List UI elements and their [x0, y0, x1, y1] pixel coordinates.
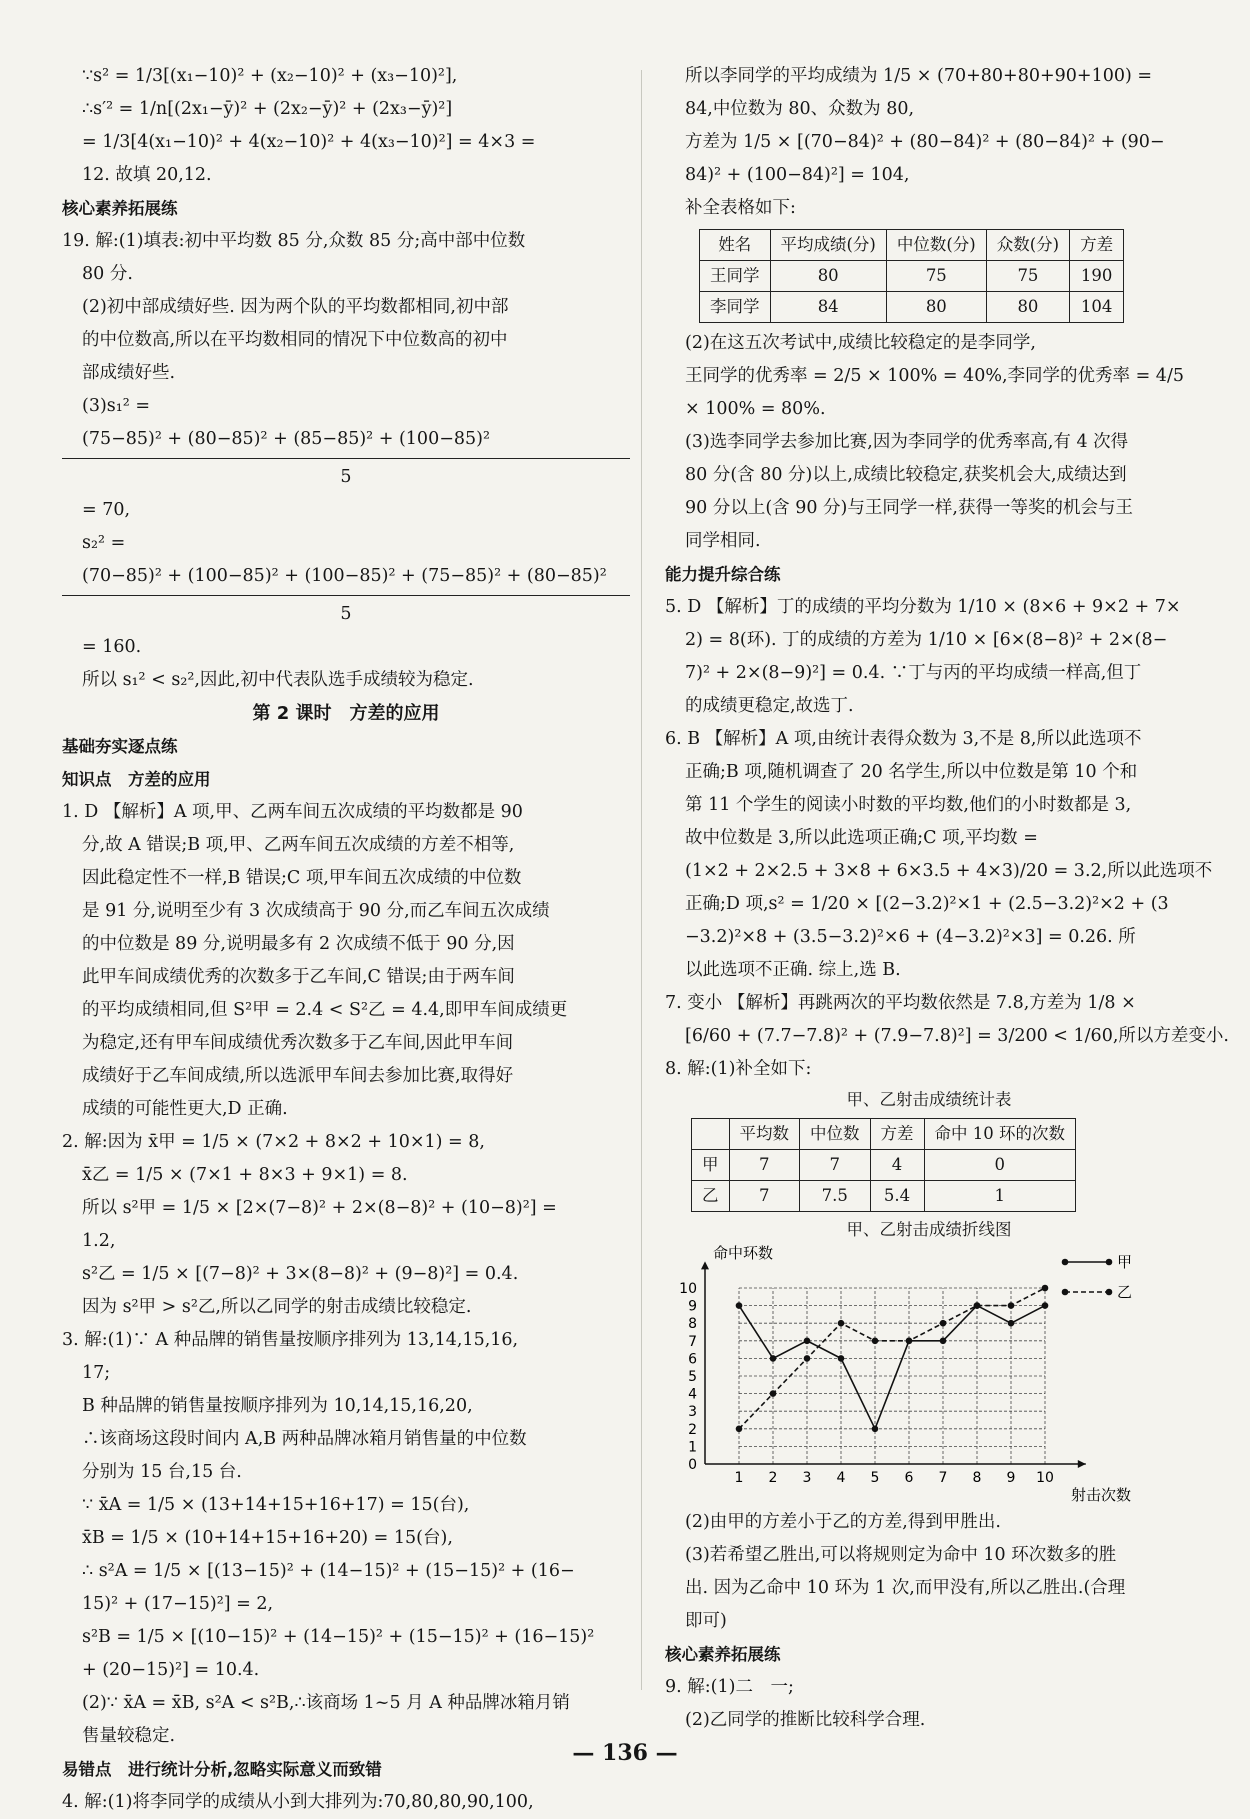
table-cell: 方差	[1070, 230, 1124, 261]
table-cell: 104	[1070, 292, 1124, 323]
text-line: 为稳定,还有甲车间成绩优秀次数多于乙车间,因此甲车间	[82, 1033, 514, 1053]
text-line: 5	[340, 467, 352, 487]
table-cell: 中位数(分)	[886, 230, 986, 261]
text-line: 19. 解:(1)填表:初中平均数 85 分,众数 85 分;高中部中位数	[62, 231, 526, 251]
data-point	[838, 1355, 845, 1362]
data-point	[1008, 1320, 1015, 1327]
text-line: (2)在这五次考试中,成绩比较稳定的是李同学,	[685, 333, 1036, 353]
table-cell	[692, 1119, 730, 1150]
data-point	[872, 1426, 879, 1433]
text-line: s²B = 1/5 × [(10−15)² + (14−15)² + (15−15)² + (16−15)²	[82, 1627, 595, 1647]
data-point	[1042, 1302, 1049, 1309]
text-line: 17;	[82, 1363, 111, 1383]
table-cell: 王同学	[700, 261, 771, 292]
data-point	[804, 1355, 811, 1362]
text-line: 5. D 【解析】丁的成绩的平均分数为 1/10 × (8×6 + 9×2 + 7×	[665, 597, 1181, 617]
legend-label: 甲	[1117, 1253, 1133, 1271]
left-column	[62, 60, 630, 1819]
text-line: (70−85)² + (100−85)² + (100−85)² + (75−85)² + (80−85)²	[82, 566, 607, 586]
table-cell: 75	[986, 261, 1069, 292]
table-header-row	[700, 230, 1124, 261]
table-header-row	[692, 1119, 1076, 1150]
table-cell: 命中 10 环的次数	[924, 1119, 1076, 1150]
text-line: 分,故 A 错误;B 项,甲、乙两车间五次成绩的方差不相等,	[82, 835, 515, 855]
text-line: 2) = 8(环). 丁的成绩的方差为 1/10 × [6×(8−8)² + 2×(8−	[685, 630, 1168, 650]
text-line: (2)乙同学的推断比较科学合理.	[685, 1710, 926, 1730]
table-cell: 甲	[692, 1150, 730, 1181]
data-point	[974, 1302, 981, 1309]
lesson-title: 第 2 课时 方差的应用	[252, 703, 440, 724]
text-line: (2)由甲的方差小于乙的方差,得到甲胜出.	[685, 1512, 1001, 1532]
table-cell: 4	[870, 1150, 924, 1181]
text-line: 3. 解:(1)∵ A 种品牌的销售量按顺序排列为 13,14,15,16,	[62, 1330, 519, 1350]
table-cell: 7.5	[800, 1181, 871, 1212]
y-axis-label: 命中环数	[713, 1244, 774, 1262]
table-cell: 80	[986, 292, 1069, 323]
table-cell: 1	[924, 1181, 1076, 1212]
text-line: 是 91 分,说明至少有 3 次成绩高于 90 分,而乙车间五次成绩	[82, 901, 550, 921]
section-heading: 能力提升综合练	[665, 565, 781, 584]
table-cell: 乙	[692, 1181, 730, 1212]
text-line: 80 分.	[82, 264, 133, 284]
page-number: — 136 —	[572, 1740, 678, 1766]
table-row	[700, 261, 1124, 292]
text-line: 因为 s²甲 > s²乙,所以乙同学的射击成绩比较稳定.	[82, 1297, 472, 1317]
text-line: 1.2,	[82, 1231, 116, 1251]
data-point	[940, 1320, 947, 1327]
y-tick-label: 9	[688, 1298, 697, 1315]
legend-marker	[1062, 1289, 1069, 1296]
data-point	[872, 1338, 879, 1345]
x-axis-label: 射击次数	[1071, 1486, 1132, 1504]
text-line: 12. 故填 20,12.	[82, 165, 212, 185]
text-line: 的成绩更稳定,故选丁.	[685, 696, 854, 716]
text-line: 8. 解:(1)补全如下:	[665, 1059, 812, 1079]
answers-8-to-9	[665, 1506, 1193, 1737]
chart-title: 甲、乙射击成绩折线图	[846, 1220, 1012, 1239]
fraction-bar	[62, 458, 630, 459]
table-cell: 80	[886, 292, 986, 323]
table-cell: 平均数	[729, 1119, 800, 1150]
fraction-bar	[62, 595, 630, 596]
text-line: (2)∵ x̄A = x̄B, s²A < s²B,∴该商场 1~5 月 A 种品牌冰箱月销	[82, 1693, 570, 1713]
text-line: 5	[340, 604, 352, 624]
table-cell: 李同学	[700, 292, 771, 323]
legend-label: 乙	[1117, 1283, 1133, 1301]
text-line: 90 分以上(含 90 分)与王同学一样,获得一等奖的机会与王	[685, 498, 1133, 518]
section-heading: 基础夯实逐点练	[62, 737, 178, 756]
x-tick-label: 7	[938, 1470, 948, 1486]
text-line: 7)² + 2×(8−9)²] = 0.4. ∵丁与丙的平均成绩一样高,但丁	[685, 663, 1142, 683]
x-tick-label: 2	[768, 1470, 778, 1486]
text-line: 部成绩好些.	[82, 363, 176, 383]
data-point	[804, 1338, 811, 1345]
table-cell: 中位数	[800, 1119, 871, 1150]
text-line: ∵s² = 1/3[(x₁−10)² + (x₂−10)² + (x₃−10)²],	[82, 66, 458, 86]
table-cell: 5.4	[870, 1181, 924, 1212]
table-row	[692, 1181, 1076, 1212]
text-line: 正确;B 项,随机调查了 20 名学生,所以中位数是第 10 个和	[685, 762, 1138, 782]
legend-marker	[1106, 1289, 1113, 1296]
answer-4-continued	[665, 60, 1193, 225]
text-line: 方差为 1/5 × [(70−84)² + (80−84)² + (80−84)² + (90−	[685, 132, 1165, 152]
text-line: 80 分(含 80 分)以上,成绩比较稳定,获奖机会大,成绩达到	[685, 465, 1127, 485]
y-tick-label: 5	[688, 1369, 697, 1385]
text-line: −3.2)²×8 + (3.5−3.2)²×6 + (4−3.2)²×3] = 0.26. 所	[685, 927, 1136, 947]
text-line: 售量较稳定.	[82, 1726, 176, 1746]
data-point	[940, 1338, 947, 1345]
table-cell: 7	[800, 1150, 871, 1181]
y-axis-arrow	[701, 1261, 709, 1269]
text-line: 所以 s²甲 = 1/5 × [2×(7−8)² + 2×(8−8)² + (10−8)²] =	[82, 1198, 557, 1218]
data-point	[770, 1390, 777, 1397]
text-line: (75−85)² + (80−85)² + (85−85)² + (100−85)²	[82, 429, 490, 449]
text-line: 的中位数高,所以在平均数相同的情况下中位数高的初中	[82, 330, 508, 350]
table-cell: 0	[924, 1150, 1076, 1181]
text-line: 所以 s₁² < s₂²,因此,初中代表队选手成绩较为稳定.	[82, 670, 474, 690]
data-point	[838, 1320, 845, 1327]
data-point	[906, 1338, 913, 1345]
table-cell: 方差	[870, 1119, 924, 1150]
text-line: (3)选李同学去参加比赛,因为李同学的优秀率高,有 4 次得	[685, 432, 1129, 452]
section-heading: 核心素养拓展练	[62, 199, 178, 218]
text-line: 15)² + (17−15)²] = 2,	[82, 1594, 274, 1614]
line-chart	[665, 1244, 1135, 1504]
text-line: 此甲车间成绩优秀的次数多于乙车间,C 错误;由于两车间	[82, 967, 515, 987]
data-point	[736, 1302, 743, 1309]
text-line: ∴s′² = 1/n[(2x₁−ȳ)² + (2x₂−ȳ)² + (2x₃−ȳ)²]	[82, 99, 453, 119]
x-tick-label: 6	[904, 1470, 914, 1486]
text-line: 分别为 15 台,15 台.	[82, 1462, 242, 1482]
x-axis-arrow	[1078, 1460, 1086, 1468]
text-line: × 100% = 80%.	[685, 399, 826, 419]
y-tick-label: 0	[688, 1457, 697, 1473]
y-tick-label: 10	[679, 1281, 697, 1297]
table-cell: 7	[729, 1150, 800, 1181]
text-line: = 1/3[4(x₁−10)² + 4(x₂−10)² + 4(x₃−10)²] = 4×3 =	[82, 132, 536, 152]
text-line: s₂² =	[82, 533, 126, 553]
text-line: 1. D 【解析】A 项,甲、乙两车间五次成绩的平均数都是 90	[62, 802, 523, 822]
table-cell: 众数(分)	[986, 230, 1069, 261]
text-line: 84,中位数为 80、众数为 80,	[685, 99, 915, 119]
data-point	[1008, 1302, 1015, 1309]
text-line: 的中位数是 89 分,说明最多有 2 次成绩不低于 90 分,因	[82, 934, 515, 954]
text-line: B 种品牌的销售量按顺序排列为 10,14,15,16,20,	[82, 1396, 473, 1416]
text-line: 4. 解:(1)将李同学的成绩从小到大排列为:70,80,80,90,100,	[62, 1792, 534, 1812]
column-divider	[641, 70, 642, 1690]
section-heading: 核心素养拓展练	[665, 1645, 781, 1664]
x-tick-label: 10	[1036, 1470, 1054, 1486]
table-cell: 7	[729, 1181, 800, 1212]
text-line: 补全表格如下:	[685, 198, 796, 218]
data-point	[736, 1426, 743, 1433]
text-line: 7. 变小 【解析】再跳两次的平均数依然是 7.8,方差为 1/8 ×	[665, 993, 1136, 1013]
table-row	[700, 292, 1124, 323]
x-tick-label: 3	[802, 1470, 812, 1486]
x-tick-label: 4	[836, 1470, 846, 1486]
text-line: 成绩好于乙车间成绩,所以选派甲车间去参加比赛,取得好	[82, 1066, 514, 1086]
table-row	[692, 1150, 1076, 1181]
shoot-table-caption: 甲、乙射击成绩统计表	[846, 1090, 1012, 1109]
y-tick-label: 1	[688, 1439, 697, 1456]
right-column	[665, 60, 1229, 1737]
data-point	[770, 1355, 777, 1362]
text-line: + (20−15)²] = 10.4.	[82, 1660, 260, 1680]
x-tick-label: 1	[734, 1470, 744, 1486]
text-line: (2)初中部成绩好些. 因为两个队的平均数都相同,初中部	[82, 297, 509, 317]
text-line: = 160.	[82, 637, 142, 657]
text-line: (3)若希望乙胜出,可以将规则定为命中 10 环次数多的胜	[685, 1545, 1117, 1565]
table-cell: 75	[886, 261, 986, 292]
section-heading: 易错点 进行统计分析,忽略实际意义而致错	[62, 1760, 382, 1779]
text-line: 故中位数是 3,所以此选项正确;C 项,平均数 =	[685, 828, 1038, 848]
y-tick-label: 8	[688, 1316, 697, 1333]
y-tick-label: 2	[688, 1421, 697, 1438]
text-line: 9. 解:(1)二 一;	[665, 1677, 794, 1697]
text-line: 成绩的可能性更大,D 正确.	[82, 1099, 288, 1119]
text-line: s²乙 = 1/5 × [(7−8)² + 3×(8−8)² + (9−8)²] = 0.4.	[82, 1264, 519, 1284]
y-tick-label: 3	[688, 1404, 697, 1421]
text-line: 以此选项不正确. 综上,选 B.	[685, 960, 901, 980]
x-tick-label: 9	[1006, 1470, 1016, 1486]
shoot-table	[691, 1118, 1076, 1212]
text-line: ∴ s²A = 1/5 × [(13−15)² + (14−15)² + (15−15)² + (16−	[82, 1561, 575, 1581]
text-line: ∴该商场这段时间内 A,B 两种品牌冰箱月销售量的中位数	[82, 1429, 527, 1449]
text-line: 的平均成绩相同,但 S²甲 = 2.4 < S²乙 = 4.4,即甲车间成绩更	[82, 1000, 568, 1020]
text-line: x̄乙 = 1/5 × (7×1 + 8×3 + 9×1) = 8.	[82, 1165, 408, 1185]
text-line: 所以李同学的平均成绩为 1/5 × (70+80+80+90+100) =	[685, 66, 1153, 86]
data-point	[1042, 1285, 1049, 1292]
text-line: 即可)	[685, 1611, 727, 1631]
table-cell: 84	[770, 292, 886, 323]
table-cell: 平均成绩(分)	[770, 230, 886, 261]
answers-5-to-8	[665, 327, 1229, 1086]
text-line: 同学相同.	[685, 531, 761, 551]
y-tick-label: 4	[688, 1386, 697, 1403]
text-line: 出. 因为乙命中 10 环为 1 次,而甲没有,所以乙胜出.(合理	[685, 1578, 1126, 1598]
table-cell: 姓名	[700, 230, 771, 261]
legend-marker	[1062, 1259, 1069, 1266]
y-tick-label: 7	[688, 1333, 697, 1350]
text-line: 王同学的优秀率 = 2/5 × 100% = 40%,李同学的优秀率 = 4/5	[685, 366, 1184, 386]
text-line: 第 11 个学生的阅读小时数的平均数,他们的小时数都是 3,	[685, 795, 1132, 815]
table-cell: 190	[1070, 261, 1124, 292]
text-line: ∵ x̄A = 1/5 × (13+14+15+16+17) = 15(台),	[82, 1495, 470, 1515]
x-tick-label: 8	[972, 1470, 982, 1486]
text-line: 84)² + (100−84)²] = 104,	[685, 165, 910, 185]
text-line: (1×2 + 2×2.5 + 3×8 + 6×3.5 + 4×3)/20 = 3.2,所以此选项不	[685, 861, 1213, 881]
series-line-jia	[739, 1306, 1045, 1429]
text-line: 正确;D 项,s² = 1/20 × [(2−3.2)²×1 + (2.5−3.2)²×2 + (3	[685, 894, 1169, 914]
text-line: x̄B = 1/5 × (10+14+15+16+20) = 15(台),	[82, 1528, 453, 1548]
text-line: [6/60 + (7.7−7.8)² + (7.9−7.8)²] = 3/200 < 1/60,所以方差变小.	[685, 1026, 1229, 1046]
x-tick-label: 5	[870, 1470, 880, 1486]
text-line: (3)s₁² =	[82, 396, 151, 416]
text-line: 6. B 【解析】A 项,由统计表得众数为 3,不是 8,所以此选项不	[665, 729, 1142, 749]
legend-marker	[1106, 1259, 1113, 1266]
text-line: = 70,	[82, 500, 131, 520]
text-line: 因此稳定性不一样,B 错误;C 项,甲车间五次成绩的中位数	[82, 868, 522, 888]
score-table	[699, 229, 1124, 323]
y-tick-label: 6	[688, 1351, 697, 1368]
table-cell: 80	[770, 261, 886, 292]
section-heading: 知识点 方差的应用	[62, 770, 211, 789]
text-line: 2. 解:因为 x̄甲 = 1/5 × (7×2 + 8×2 + 10×1) = 8,	[62, 1132, 485, 1152]
